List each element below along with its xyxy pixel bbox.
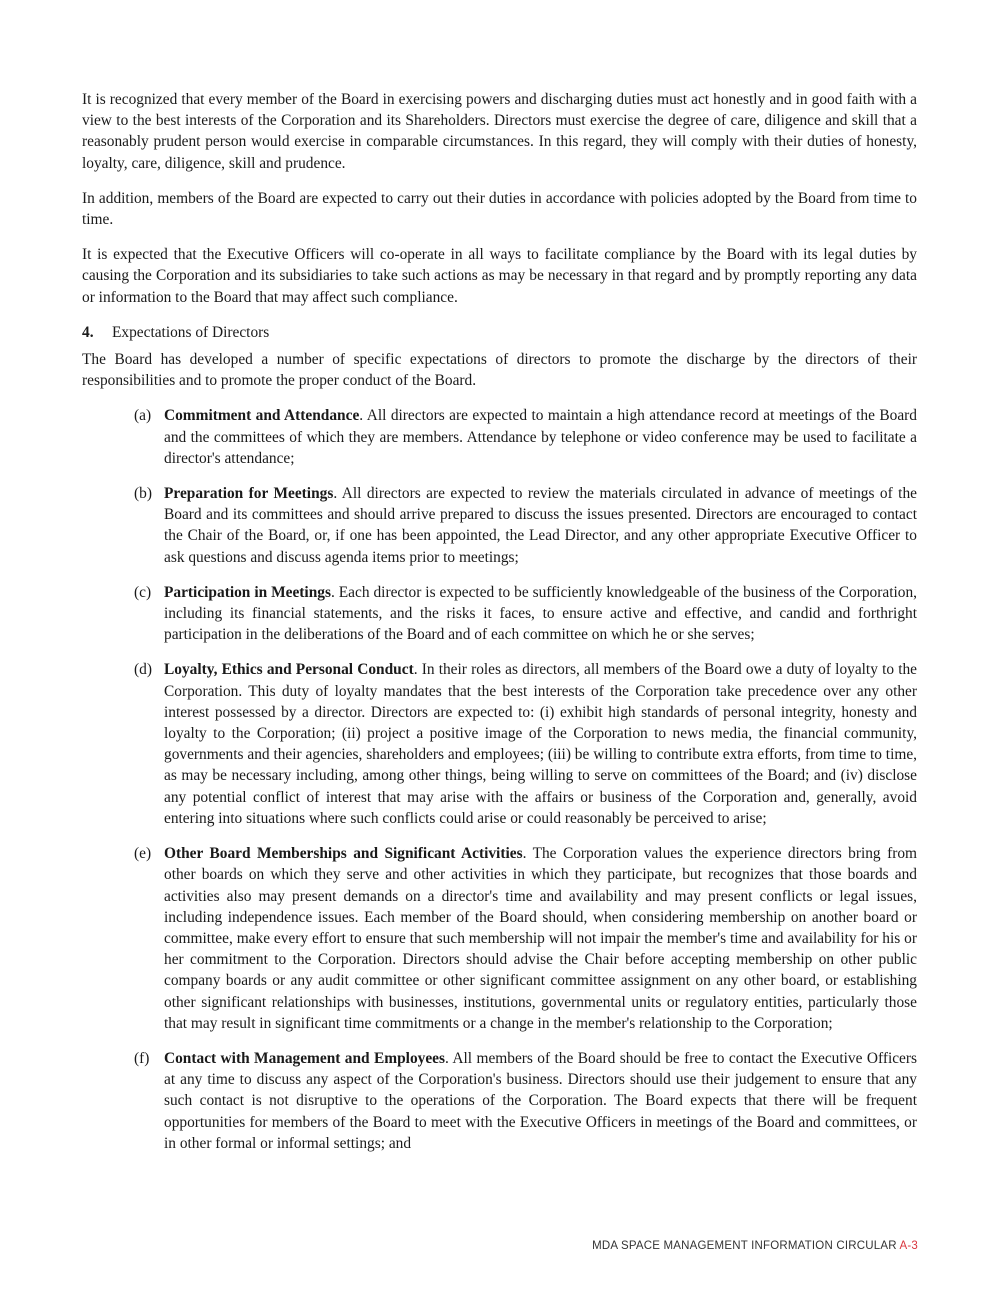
- list-item-lead: Contact with Management and Employees: [164, 1049, 445, 1067]
- section-number: 4.: [82, 323, 94, 341]
- list-item-loyalty: [82, 659, 917, 829]
- list-marker: (f): [134, 1049, 150, 1067]
- section-intro: The Board has developed a number of specific expectations of directors to promote the discharge by the directors of their responsibilities and to promote the proper conduct of the Board.: [82, 351, 917, 390]
- list-marker: (b): [134, 485, 152, 503]
- list-marker: (d): [134, 661, 152, 679]
- footer-title: MDA SPACE MANAGEMENT INFORMATION CIRCULAR: [592, 1240, 900, 1252]
- list-item-contact: [82, 1048, 917, 1154]
- list-item-lead: Commitment and Attendance: [164, 407, 360, 425]
- document-body: [82, 89, 917, 1168]
- list-item-commitment: [82, 405, 917, 469]
- list-item-lead: Loyalty, Ethics and Personal Conduct: [164, 661, 414, 679]
- page-footer: [592, 1240, 918, 1252]
- paragraph-board-duties: It is recognized that every member of the Board in exercising powers and discharging duties must act honestly and in good faith with a view to the best interests of the Corporation and its Shareholders. Directors must exercise the degree of care, diligence and skill that a reasonably prudent person would exercise in comparable circumstances. In this regard, they will comply with their duties of honesty, loyalty, care, diligence, skill and prudence.: [82, 91, 917, 172]
- list-item-text: . All members of the Board should be free to contact the Executive Officers at any time to discuss any aspect of the Corporation's business. Directors should use their judgement to ensure that any such contact is not disruptive to the operations of the Corporation. The Board expects that there will be frequent opportunities for members of the Board to meet with the Executive Officers in meetings of the Board and committees, or in other formal or informal settings; and: [164, 1049, 917, 1152]
- paragraph-executive-cooperation: It is expected that the Executive Officers will co-operate in all ways to facilitate compliance by the Board with its legal duties by causing the Corporation and its subsidiaries to take such actions as may be necessary in that regard and by promptly reporting any data or information to the Board that may affect such compliance.: [82, 246, 917, 306]
- list-item-lead: Other Board Memberships and Significant Activities: [164, 845, 523, 863]
- list-marker: (e): [134, 845, 152, 863]
- list-item-lead: Participation in Meetings: [164, 583, 331, 601]
- page-number: A-3: [899, 1240, 918, 1252]
- list-marker: (a): [134, 407, 152, 425]
- list-item-preparation: [82, 483, 917, 568]
- list-item-text: . All directors are expected to maintain a high attendance record at meetings of the Board and the committees of which they are members. Attendance by telephone or video conference may be used to facilitate a director's attendance;: [164, 407, 917, 467]
- list-item-participation: [82, 582, 917, 646]
- list-marker: (c): [134, 583, 152, 601]
- list-item-other-memberships: [82, 843, 917, 1034]
- paragraph-board-policies: In addition, members of the Board are expected to carry out their duties in accordance with policies adopted by the Board from time to time.: [82, 189, 917, 229]
- section-title: Expectations of Directors: [112, 323, 270, 341]
- list-item-lead: Preparation for Meetings: [164, 485, 334, 503]
- list-item-text: . In their roles as directors, all members of the Board owe a duty of loyalty to the Corporation. This duty of loyalty mandates that the best interests of the Corporation take precedence over any other interest possessed by a director. Directors are expected to: (i) exhibit high standards of personal integrity, honesty and loyalty to the Corporation; (ii) project a positive image of the Corporation to news media, the financial community, governments and their agencies, shareholders and employees; (iii) be willing to contribute extra efforts, from time to time, as may be necessary including, among other things, being willing to serve on committees of the Board; and (iv) disclose any potential conflict of interest that may arise with the affairs or business of the Corporation and, generally, avoid entering into situations where such conflicts could arise or could reasonably be perceived to arise;: [164, 661, 918, 827]
- list-item-text: . All directors are expected to review the materials circulated in advance of meetings of the Board and its committees and should arrive prepared to discuss the issues presented. Directors are encouraged to contact the Chair of the Board, or, if one has been appointed, the Lead Director, and any other appropriate Executive Officer to ask questions and discuss agenda items prior to meetings;: [164, 485, 917, 566]
- list-item-text: . Each director is expected to be sufficiently knowledgeable of the business of the Corporation, including its financial statements, and the risks it faces, to ensure active and effective, and candid and forthright participation in the deliberations of the Board and of each committee on which he or she serves;: [164, 583, 917, 644]
- list-item-text: . The Corporation values the experience directors bring from other boards on which they serve and other activities in which they participate, but recognizes that those boards and activities also may present demands on a director's time and availability and may present conflicts or legal issues, including independence issues. Each member of the Board should, when considering membership on another board or committee, make every effort to ensure that such membership will not impair the member's time and availability for his or her commitment to the Corporation. Directors should advise the Chair before accepting membership on other public company boards or any audit committee or other significant committee assignment on any other board, or establishing other significant relationships with businesses, institutions, governmental units or regulatory entities, particularly those that may result in significant time commitments or a change in the member's relationship to the Corporation;: [164, 845, 917, 1032]
- section-heading: [82, 322, 917, 343]
